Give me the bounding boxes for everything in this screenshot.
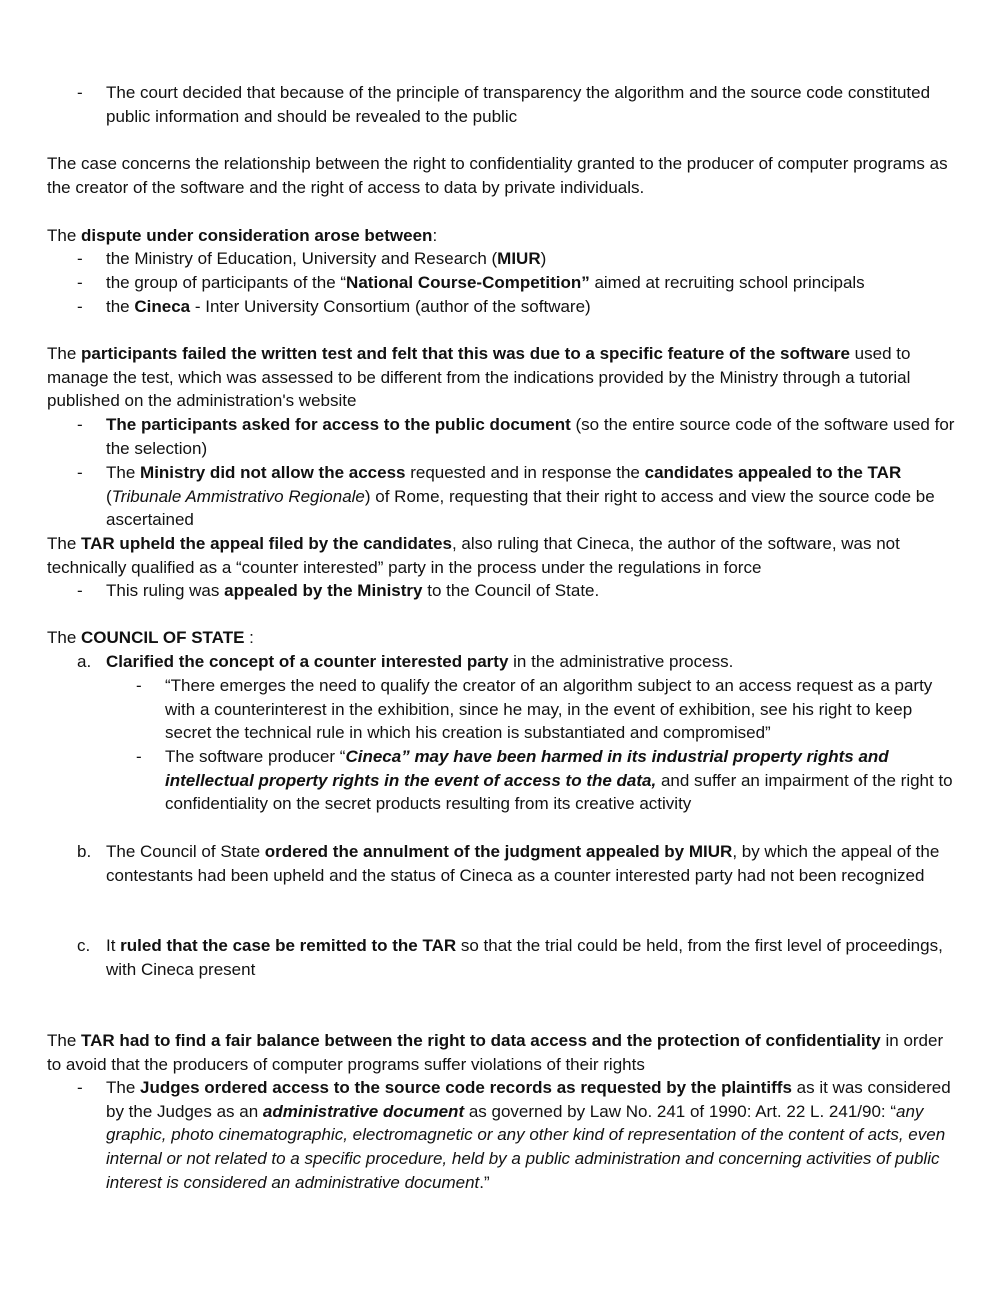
text-run: The participants asked for access to the public document — [106, 415, 571, 434]
text-run: TAR had to find a fair balance between the right to data access and the protection of confidentiality — [81, 1031, 881, 1050]
text-run: as governed by Law No. 241 of 1990: Art. 22 L. 241/90: “ — [464, 1101, 897, 1121]
text-run: The — [47, 344, 82, 363]
paragraph — [47, 532, 960, 579]
list-item — [77, 934, 960, 981]
text-run: as it was considered by the Judges as an — [106, 1078, 951, 1121]
text-run: ( — [106, 486, 112, 506]
text-run: , by which the appeal of the contestants had been upheld and the status of Cineca as a counter interested party had not been recognized — [106, 842, 940, 885]
list-item — [77, 650, 960, 674]
text-run: Cineca” may have been harmed in its industrial property rights and intellectual property rights in the event of access to the data, — [165, 747, 889, 790]
text-run: so that the trial could be held, from the first level of proceedings, with Cineca present — [106, 936, 943, 979]
text-run: administrative document — [262, 1101, 465, 1121]
list-item — [77, 295, 960, 319]
text-run: : — [432, 226, 438, 245]
list-marker: - — [77, 1078, 83, 1097]
text-run: Ministry did not allow the access — [140, 463, 406, 482]
list-item — [77, 840, 960, 887]
text-run: The — [106, 1078, 141, 1097]
text-run: The court decided that because of the principle of transparency the algorithm and the source code constituted public information and should be revealed to the public — [106, 83, 931, 126]
text-run: This ruling was — [106, 581, 225, 600]
text-run: candidates appealed to the TAR — [644, 463, 902, 482]
list-item — [77, 247, 960, 271]
list-item — [77, 271, 960, 295]
list-marker: - — [77, 273, 83, 292]
list-marker: - — [136, 676, 142, 695]
text-run: TAR upheld the appeal filed by the candidates — [81, 534, 452, 553]
text-run: Cineca — [134, 297, 191, 316]
text-run: ) of Rome, requesting that their right to access and view the source code be ascertained — [106, 486, 935, 530]
text-run: The — [47, 1031, 82, 1050]
text-run: ruled that the case be remitted to the TAR — [120, 936, 457, 955]
paragraph — [47, 342, 960, 413]
text-run: Judges ordered access to the source code records as requested by the plaintiffs — [140, 1078, 792, 1097]
text-run: appealed by the Ministry — [224, 581, 423, 600]
text-run: the Ministry of Education, University and Research ( — [106, 249, 498, 268]
list-marker: - — [77, 83, 83, 102]
list-item — [77, 1076, 960, 1195]
list-marker: c. — [77, 936, 91, 955]
text-run: dispute under consideration arose between — [81, 226, 433, 245]
list-marker: - — [77, 297, 83, 316]
text-run: COUNCIL OF STATE — [81, 628, 245, 647]
list-marker: - — [77, 415, 83, 434]
text-run: Clarified the concept of a counter interested party — [106, 652, 509, 671]
sub-list-item — [136, 674, 960, 745]
text-run: “There emerges the need to qualify the creator of an algorithm subject to an access request as a party with a counterinterest in the exhibition, since he may, in the event of exhibition, see his right to keep secret the technical rule in which his creation is substantiated and compromised” — [165, 676, 933, 743]
text-run: the group of participants of the “ — [106, 273, 347, 292]
list-marker: b. — [77, 842, 92, 861]
list-marker: - — [136, 747, 142, 766]
text-run: any graphic, photo cinematographic, electromagnetic or any other kind of representation of the content of acts, even internal or not related to a specific procedure, held by a public administration and concerning activities of public interest is considered an administrative document — [106, 1101, 946, 1192]
paragraph — [47, 224, 960, 248]
list-marker: - — [77, 249, 83, 268]
text-run: requested and in response the — [405, 463, 645, 482]
paragraph — [47, 626, 960, 650]
text-run: .” — [479, 1172, 490, 1192]
text-run: in order to avoid that the producers of computer programs suffer violations of their rights — [47, 1031, 944, 1074]
list-marker: a. — [77, 652, 92, 671]
text-run: The Council of State — [106, 842, 265, 861]
paragraph — [47, 1029, 960, 1076]
text-run: used to manage the test, which was assessed to be different from the indications provided by the Ministry through a tutorial published on the administration's website — [47, 344, 911, 411]
list-marker: - — [77, 463, 83, 482]
text-run: MIUR — [497, 249, 541, 268]
text-run: participants failed the written test and felt that this was due to a specific feature of the software — [81, 344, 850, 363]
text-run: aimed at recruiting school principals — [589, 273, 865, 292]
sub-list-item — [136, 745, 960, 816]
text-run: , also ruling that Cineca, the author of the software, was not technically qualified as a “counter interested” party in the process under the regulations in force — [47, 534, 900, 577]
list-item — [77, 413, 960, 460]
text-run: The — [47, 534, 82, 553]
text-run: The — [106, 463, 141, 482]
text-run: ordered the annulment of the judgment appealed by MIUR — [264, 842, 733, 861]
text-run: : — [244, 628, 254, 647]
list-marker: - — [77, 581, 83, 600]
text-run: to the Council of State. — [422, 581, 600, 600]
list-item — [77, 81, 960, 128]
text-run: and suffer an impairment of the right to confidentiality on the secret products resulting from its creative activity — [165, 770, 953, 814]
text-run: The — [47, 628, 82, 647]
text-run: in the administrative process. — [508, 652, 734, 671]
text-run: The — [47, 226, 82, 245]
text-run: The software producer “ — [165, 747, 346, 766]
text-run: - Inter University Consortium (author of the software) — [190, 297, 591, 316]
text-run: National Course-Competition” — [346, 273, 590, 292]
text-run: The case concerns the relationship between the right to confidentiality granted to the producer of computer programs as the creator of the software and the right of access to data by private individuals. — [47, 154, 948, 197]
text-run: the — [106, 297, 135, 316]
paragraph — [47, 152, 960, 199]
text-run: Tribunale Ammistrativo Regionale — [111, 486, 365, 506]
list-item — [77, 461, 960, 532]
text-run: (so the entire source code of the software used for the selection) — [106, 415, 955, 458]
list-item — [77, 579, 960, 603]
text-run: ) — [540, 249, 547, 268]
text-run: It — [106, 936, 121, 955]
